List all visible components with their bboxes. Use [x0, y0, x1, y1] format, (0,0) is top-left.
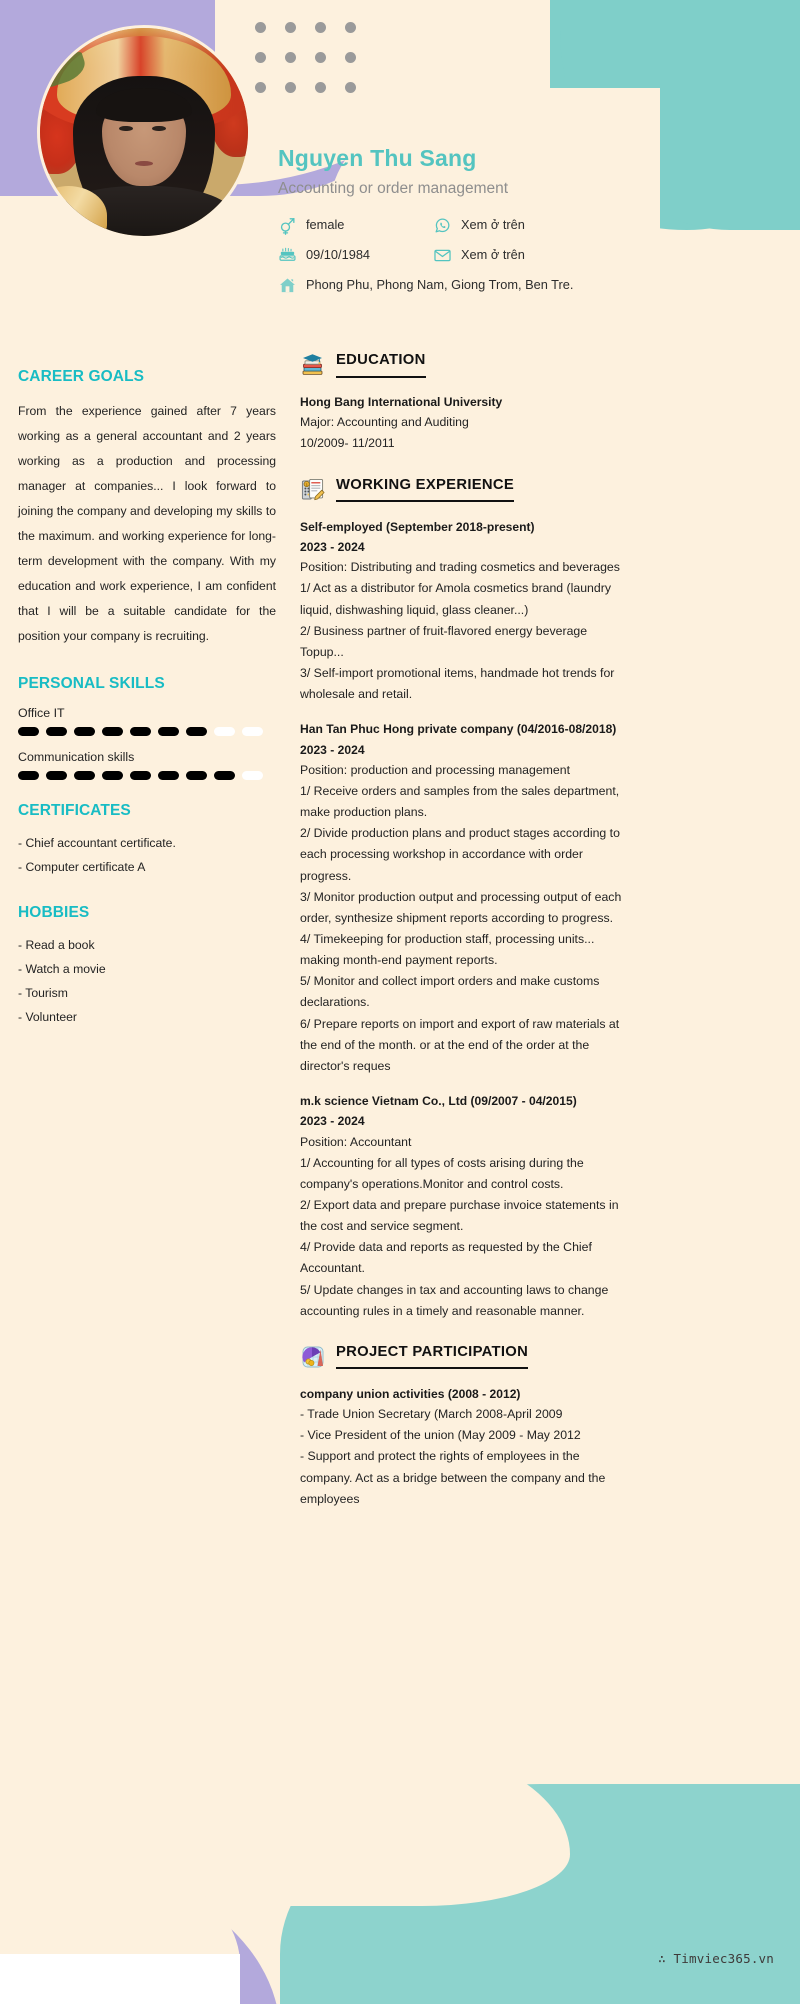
- work-line: 3/ Self-import promotional items, handmade hot trends for wholesale and retail.: [300, 665, 615, 702]
- education-school: Hong Bang International University: [300, 395, 503, 409]
- decor-bottom-cream: [150, 1736, 570, 1906]
- work-line: 2/ Export data and prepare purchase invoice statements in the cost and service segment.: [300, 1197, 619, 1234]
- work-line: 5/ Update changes in tax and accounting laws to change accounting rules in a timely and reasonable manner.: [300, 1282, 609, 1318]
- gender-icon: [278, 216, 297, 235]
- skill-dash: [46, 727, 67, 736]
- skill-dash: [242, 727, 263, 736]
- work-years: 2023 - 2024: [300, 742, 365, 757]
- skill-dash: [74, 771, 95, 780]
- contact-address-value: Phong Phu, Phong Nam, Giong Trom, Ben Tre.: [306, 277, 574, 293]
- avatar: [40, 28, 248, 236]
- skill-dash: [74, 727, 95, 736]
- career-goals-section: [18, 368, 276, 649]
- project-participation-section: [300, 1344, 630, 1510]
- hobbies-list: [18, 935, 276, 1028]
- hobbies-title: HOBBIES: [18, 904, 90, 922]
- svg-text:$: $: [305, 481, 308, 487]
- career-goals-text: From the experience gained after 7 years working as a general accountant and 2 years working as a production and processing manager at companies... I look forward to joining the company and developing my skills to the maximum. and working experience for long-term development with the company. With my education and work experience, I am confident that I will be a suitable candidate for the position your company is recruiting.: [18, 404, 276, 644]
- skill-row: [18, 750, 276, 780]
- work-line: Position: Accountant: [300, 1134, 412, 1149]
- birthday-cake-icon: [278, 246, 297, 265]
- skill-name: Communication skills: [18, 750, 135, 765]
- work-years: 2023 - 2024: [300, 539, 365, 554]
- working-experience-title: WORKING EXPERIENCE: [336, 477, 514, 502]
- contact-gender: [278, 216, 433, 235]
- work-line: 4/ Timekeeping for production staff, processing units... making month-end payment reports.: [300, 931, 595, 968]
- project-company: company union activities (2008 - 2012): [300, 1386, 521, 1401]
- work-line: 1/ Act as a distributor for Amola cosmetics brand (laundry liquid, dishwashing liquid, glass cleaner...): [300, 581, 611, 617]
- work-line: 1/ Accounting for all types of costs arising during the company's operations.Monitor and control costs.: [300, 1155, 584, 1191]
- whatsapp-icon: [433, 216, 452, 235]
- skill-level-bar: [18, 771, 276, 780]
- work-line: 2/ Divide production plans and product stages according to each processing workshop in accordance with order progress.: [300, 826, 620, 883]
- work-company: Han Tan Phuc Hong private company (04/2016-08/2018): [300, 722, 617, 737]
- skill-dash: [18, 771, 39, 780]
- hobby-item: - Watch a movie: [18, 962, 106, 977]
- project-line: - Vice President of the union (May 2009 - May 2012: [300, 1428, 581, 1443]
- hobbies-section: [18, 904, 276, 1028]
- work-line: 6/ Prepare reports on import and export of raw materials at the end of the month. or at the end of the order at the director's reques: [300, 1016, 620, 1073]
- work-company: m.k science Vietnam Co., Ltd (09/2007 - 04/2015): [300, 1093, 577, 1108]
- project-entry: [300, 1384, 630, 1510]
- work-line: 3/ Monitor production output and processing output of each order, synthesize shipment reports according to progress.: [300, 889, 622, 925]
- skill-row: [18, 706, 276, 736]
- certificate-item: - Computer certificate A: [18, 860, 146, 875]
- contact-email-value: Xem ở trên: [461, 247, 525, 263]
- right-column: [300, 352, 630, 1532]
- skill-dash: [102, 771, 123, 780]
- work-line: 2/ Business partner of fruit-flavored energy beverage Topup...: [300, 623, 588, 659]
- skill-dash: [242, 771, 263, 780]
- working-experience-entries: [300, 517, 630, 1322]
- project-participation-title: PROJECT PARTICIPATION: [336, 1344, 528, 1369]
- work-line: Position: Distributing and trading cosmetics and beverages: [300, 560, 620, 575]
- education-major: Major: Accounting and Auditing: [300, 415, 469, 430]
- certificates-list: [18, 833, 276, 878]
- work-company: Self-employed (September 2018-present): [300, 519, 535, 534]
- contact-whatsapp[interactable]: [433, 216, 678, 235]
- certificates-section: [18, 802, 276, 878]
- work-line: 5/ Monitor and collect import orders and make customs declarations.: [300, 974, 600, 1010]
- hobby-item: - Tourism: [18, 986, 68, 1001]
- education-period: 10/2009- 11/2011: [300, 436, 395, 451]
- skill-dash: [18, 727, 39, 736]
- skill-dash: [46, 771, 67, 780]
- career-goals-title: CAREER GOALS: [18, 368, 145, 385]
- decor-bottom-white: [0, 1954, 240, 2004]
- work-years: 2023 - 2024: [300, 1114, 365, 1129]
- header-info: [278, 145, 678, 295]
- hobby-item: - Volunteer: [18, 1010, 77, 1025]
- footer-watermark: ∴ Timviec365.vn: [658, 1951, 774, 1966]
- books-icon: [300, 352, 326, 378]
- work-line: Position: production and processing management: [300, 762, 571, 777]
- personal-skills-section: [18, 675, 276, 780]
- education-section: [300, 352, 630, 455]
- skill-name: Office IT: [18, 706, 65, 721]
- work-entry: [300, 1091, 630, 1322]
- education-header: [300, 352, 630, 378]
- project-participation-header: [300, 1344, 630, 1370]
- candidate-role: Accounting or order management: [278, 179, 509, 197]
- work-entry: [300, 517, 630, 706]
- skill-dash: [102, 727, 123, 736]
- skill-dash: [186, 727, 207, 736]
- working-experience-section: [300, 477, 630, 1322]
- candidate-name: Nguyen Thu Sang: [278, 145, 477, 171]
- decor-dots-grid: [255, 22, 375, 112]
- invoice-icon: [300, 477, 326, 503]
- work-line: 4/ Provide data and reports as requested by the Chief Accountant.: [300, 1240, 592, 1276]
- skill-dash: [186, 771, 207, 780]
- project-participation-entries: [300, 1384, 630, 1510]
- contact-grid: [278, 216, 678, 295]
- contact-birthday: [278, 246, 433, 265]
- contact-birthday-value: 09/10/1984: [306, 247, 371, 263]
- education-title: EDUCATION: [336, 352, 426, 377]
- contact-email[interactable]: [433, 246, 678, 265]
- project-line: - Trade Union Secretary (March 2008-April 2009: [300, 1407, 563, 1422]
- skill-dash: [214, 727, 235, 736]
- contact-gender-value: female: [306, 217, 345, 233]
- working-experience-header: [300, 477, 630, 503]
- skill-dash: [214, 771, 235, 780]
- personal-skills-title: PERSONAL SKILLS: [18, 675, 165, 693]
- skill-level-bar: [18, 727, 276, 736]
- hobby-item: - Read a book: [18, 938, 95, 953]
- certificates-title: CERTIFICATES: [18, 802, 131, 820]
- chart-icon: [300, 1344, 326, 1370]
- home-icon: [278, 276, 297, 295]
- skill-dash: [130, 771, 151, 780]
- skill-dash: [158, 727, 179, 736]
- work-line: 1/ Receive orders and samples from the sales department, make production plans.: [300, 783, 620, 820]
- certificate-item: - Chief accountant certificate.: [18, 836, 176, 851]
- skill-dash: [130, 727, 151, 736]
- envelope-icon: [433, 246, 452, 265]
- project-line: - Support and protect the rights of employees in the company. Act as a bridge between the company and the employees: [300, 1449, 606, 1506]
- skill-dash: [158, 771, 179, 780]
- contact-address: [278, 276, 678, 295]
- left-column: [18, 368, 276, 1054]
- work-entry: [300, 719, 630, 1077]
- skills-list: [18, 706, 276, 780]
- contact-whatsapp-value: Xem ở trên: [461, 217, 525, 233]
